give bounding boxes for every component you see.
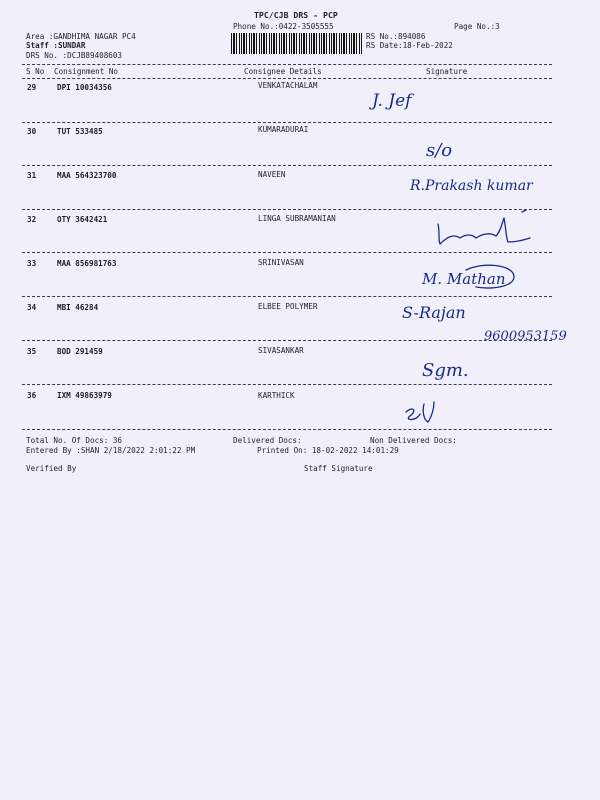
svg-text:s/o: s/o xyxy=(426,140,453,161)
svg-text:J. Jef: J. Jef xyxy=(372,91,412,111)
signature-row-30 xyxy=(422,136,472,164)
row-consignment: TUT 533485 xyxy=(57,127,103,136)
total-docs: Total No. Of Docs: 36 xyxy=(26,436,123,445)
row-sno: 35 xyxy=(27,347,37,356)
row-consignee: SIVASANKAR xyxy=(258,346,304,355)
row-consignment: DPI 10034356 xyxy=(57,83,112,92)
row-divider xyxy=(22,122,552,123)
col-consignment: Consignment No xyxy=(54,67,119,76)
row-consignment: MAA 856981763 xyxy=(57,259,117,268)
row-sno: 36 xyxy=(27,391,37,400)
area-label: Area :GANDHIMA NAGAR PC4 xyxy=(26,32,136,41)
phone-number: Phone No.:0422-3505555 xyxy=(233,22,334,31)
document-title: TPC/CJB DRS - PCP xyxy=(254,10,338,20)
svg-text:Sgm.: Sgm. xyxy=(422,360,469,381)
rs-date: RS Date:18-Feb-2022 xyxy=(366,41,453,50)
signature-row-29 xyxy=(370,88,440,114)
row-sno: 33 xyxy=(27,259,37,268)
page-number: Page No.:3 xyxy=(454,22,500,31)
row-consignment: MBI 46284 xyxy=(57,303,99,312)
row-divider xyxy=(22,296,552,297)
row-consignee: LINGA SUBRAMANIAN xyxy=(258,214,336,223)
row-consignee: KUMARADURAI xyxy=(258,125,309,134)
row-consignment: IXM 49863979 xyxy=(57,391,112,400)
signature-row-35 xyxy=(418,354,498,386)
svg-text:9600953159: 9600953159 xyxy=(484,329,567,344)
row-consignment: OTY 3642421 xyxy=(57,215,108,224)
row-sno: 30 xyxy=(27,127,37,136)
row-consignee: KARTHICK xyxy=(258,391,295,400)
header-divider xyxy=(22,64,552,65)
svg-text:R.Prakash kumar: R.Prakash kumar xyxy=(410,178,533,194)
row-consignment: BOD 291459 xyxy=(57,347,103,356)
col-signature: Signature xyxy=(426,67,468,76)
signature-row-34 xyxy=(400,300,567,346)
row-sno: 29 xyxy=(27,83,37,92)
signature-row-36 xyxy=(398,398,448,428)
row-consignee: SRINIVASAN xyxy=(258,258,304,267)
row-consignee: NAVEEN xyxy=(258,170,286,179)
row-sno: 34 xyxy=(27,303,37,312)
row-sno: 31 xyxy=(27,171,37,180)
row-divider xyxy=(22,429,552,430)
non-delivered-docs: Non Delivered Docs: xyxy=(370,436,457,445)
printed-on: Printed On: 18-02-2022 14:01:29 xyxy=(257,446,399,455)
verified-by: Verified By xyxy=(26,464,77,473)
row-sno: 32 xyxy=(27,215,37,224)
drs-number: DRS No. :DCJB89408603 xyxy=(26,51,123,60)
column-divider xyxy=(22,78,552,79)
rs-number: RS No.:894086 xyxy=(366,32,426,41)
row-consignee: VENKATACHALAM xyxy=(258,81,318,90)
row-consignee: ELBEE POLYMER xyxy=(258,302,318,311)
signature-row-31 xyxy=(408,170,540,198)
signature-row-32 xyxy=(430,208,540,250)
row-divider xyxy=(22,165,552,166)
row-divider xyxy=(22,252,552,253)
svg-text:M. Mathan: M. Mathan xyxy=(422,270,506,288)
staff-signature-label: Staff Signature xyxy=(304,464,373,473)
signature-row-33 xyxy=(420,264,520,294)
row-consignment: MAA 564323700 xyxy=(57,171,117,180)
entered-by: Entered By :SHAN 2/18/2022 2:01:22 PM xyxy=(26,446,196,455)
barcode xyxy=(231,33,362,54)
col-consignee: Consignee Details xyxy=(244,67,322,76)
delivered-docs: Delivered Docs: xyxy=(233,436,302,445)
staff-label: Staff :SUNDAR xyxy=(26,41,86,50)
svg-text:S-Rajan: S-Rajan xyxy=(402,303,466,322)
col-sno: S No xyxy=(26,67,45,76)
